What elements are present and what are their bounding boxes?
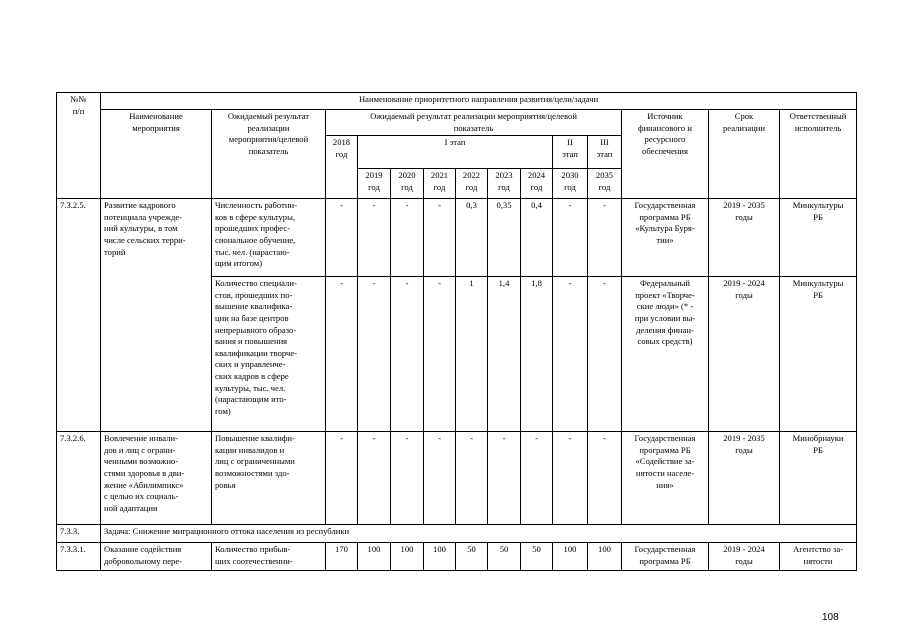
header-expected: Ожидаемый результат реализации мероприятия/целевой показатель xyxy=(326,110,622,136)
row-value: - xyxy=(358,199,391,277)
header-year: 2022 год xyxy=(456,169,488,199)
row-responsible: Минобрнауки РБ xyxy=(780,432,857,525)
row-value: 100 xyxy=(424,543,456,571)
row-source: Государственная программа РБ xyxy=(622,543,709,571)
header-year: 2035 год xyxy=(588,169,622,199)
header-year: 2023 год xyxy=(488,169,521,199)
table-row xyxy=(57,199,857,277)
row-result: Количество специали- стов, прошедших по- вышение квалифика- ции на базе центров непрерывного образо- вания и повышения квалификации творче- ских и управленче- ских кадров в сфере культуры, тыс. чел. (нарастающим ито- гом) xyxy=(212,277,326,432)
row-value: - xyxy=(553,432,588,525)
row-value: 50 xyxy=(456,543,488,571)
row-responsible: Минкультуры РБ xyxy=(780,199,857,277)
row-value: 170 xyxy=(326,543,358,571)
row-value: 1 xyxy=(456,277,488,432)
row-value: - xyxy=(488,432,521,525)
row-term: 2019 - 2024 годы xyxy=(709,543,780,571)
header-num: №№ п/п xyxy=(57,93,101,199)
header-priority: Наименование приоритетного направления развития/цели/задачи xyxy=(101,93,857,110)
header-source: Источник финансового и ресурсного обеспечения xyxy=(622,110,709,199)
row-value: - xyxy=(326,277,358,432)
row-value: - xyxy=(326,199,358,277)
task-num: 7.3.3. xyxy=(57,525,101,543)
row-result: Численность работни- ков в сфере культуры, прошедших профес- сиональное обучение, тыс. чел. (нарастаю- щим итогом) xyxy=(212,199,326,277)
row-value: - xyxy=(553,277,588,432)
row-value: - xyxy=(326,432,358,525)
header-year: 2019 год xyxy=(358,169,391,199)
header-year-2018: 2018 год xyxy=(326,136,358,199)
row-term: 2019 - 2035 годы xyxy=(709,199,780,277)
row-value: 50 xyxy=(521,543,553,571)
row-value: - xyxy=(358,277,391,432)
row-value: 50 xyxy=(488,543,521,571)
row-value: 100 xyxy=(391,543,424,571)
row-responsible: Агентство за- нятости xyxy=(780,543,857,571)
row-responsible: Минкультуры РБ xyxy=(780,277,857,432)
row-value: - xyxy=(424,432,456,525)
row-term: 2019 - 2035 годы xyxy=(709,432,780,525)
header-stage-1: I этап xyxy=(358,136,553,169)
row-source: Государственная программа РБ «Содействие за- нятости населе- ния» xyxy=(622,432,709,525)
row-term: 2019 - 2024 годы xyxy=(709,277,780,432)
header-term: Срок реализации xyxy=(709,110,780,199)
table-row xyxy=(57,432,857,525)
row-value: - xyxy=(588,199,622,277)
task-text: Задача: Снижение миграционного оттока населения из республики xyxy=(101,525,857,543)
row-value: 0,35 xyxy=(488,199,521,277)
row-result: Повышение квалифи- кации инвалидов и лиц с ограниченными возможностями здо- ровья xyxy=(212,432,326,525)
row-value: 0,3 xyxy=(456,199,488,277)
row-result: Количество прибыв- ших соотечественни- xyxy=(212,543,326,571)
row-measure: Развитие кадрового потенциала учрежде- ний культуры, в том числе сельских терри- торий xyxy=(101,199,212,432)
row-value: - xyxy=(553,199,588,277)
header-stage-3: III этап xyxy=(588,136,622,169)
header-year: 2024 год xyxy=(521,169,553,199)
row-source: Федеральный проект «Творче- ские люди» (* - при условии вы- деления финан- совых средств) xyxy=(622,277,709,432)
row-value: - xyxy=(424,199,456,277)
page-number: 108 xyxy=(822,612,839,623)
header-year: 2021 год xyxy=(424,169,456,199)
row-measure: Оказание содействия добровольному пере- xyxy=(101,543,212,571)
row-value: - xyxy=(391,199,424,277)
row-num: 7.3.3.1. xyxy=(57,543,101,571)
row-value: - xyxy=(588,277,622,432)
row-value: 100 xyxy=(588,543,622,571)
row-value: 0,4 xyxy=(521,199,553,277)
task-row xyxy=(57,525,857,543)
row-value: - xyxy=(424,277,456,432)
table-row xyxy=(57,543,857,571)
row-value: 1,8 xyxy=(521,277,553,432)
row-source: Государственная программа РБ «Культура Буря- тии» xyxy=(622,199,709,277)
header-responsible: Ответственный исполнитель xyxy=(780,110,857,199)
row-value: - xyxy=(391,277,424,432)
row-value: - xyxy=(358,432,391,525)
row-value: - xyxy=(521,432,553,525)
row-num: 7.3.2.5. xyxy=(57,199,101,432)
header-result: Ожидаемый результат реализации мероприятия/целевой показатель xyxy=(212,110,326,199)
row-value: - xyxy=(391,432,424,525)
row-value: 100 xyxy=(553,543,588,571)
row-value: 1,4 xyxy=(488,277,521,432)
row-value: - xyxy=(456,432,488,525)
header-year: 2030 год xyxy=(553,169,588,199)
row-num: 7.3.2.6. xyxy=(57,432,101,525)
row-value: 100 xyxy=(358,543,391,571)
row-measure: Вовлечение инвали- дов и лиц с ограни- ченными возможно- стями здоровья в дви- жение «Абилимпикс» с целью их социаль- ной адаптации xyxy=(101,432,212,525)
row-value: - xyxy=(588,432,622,525)
indicator-table xyxy=(56,92,857,571)
header-stage-2: II этап xyxy=(553,136,588,169)
header-measure: Наименование мероприятия xyxy=(101,110,212,199)
header-year: 2020 год xyxy=(391,169,424,199)
